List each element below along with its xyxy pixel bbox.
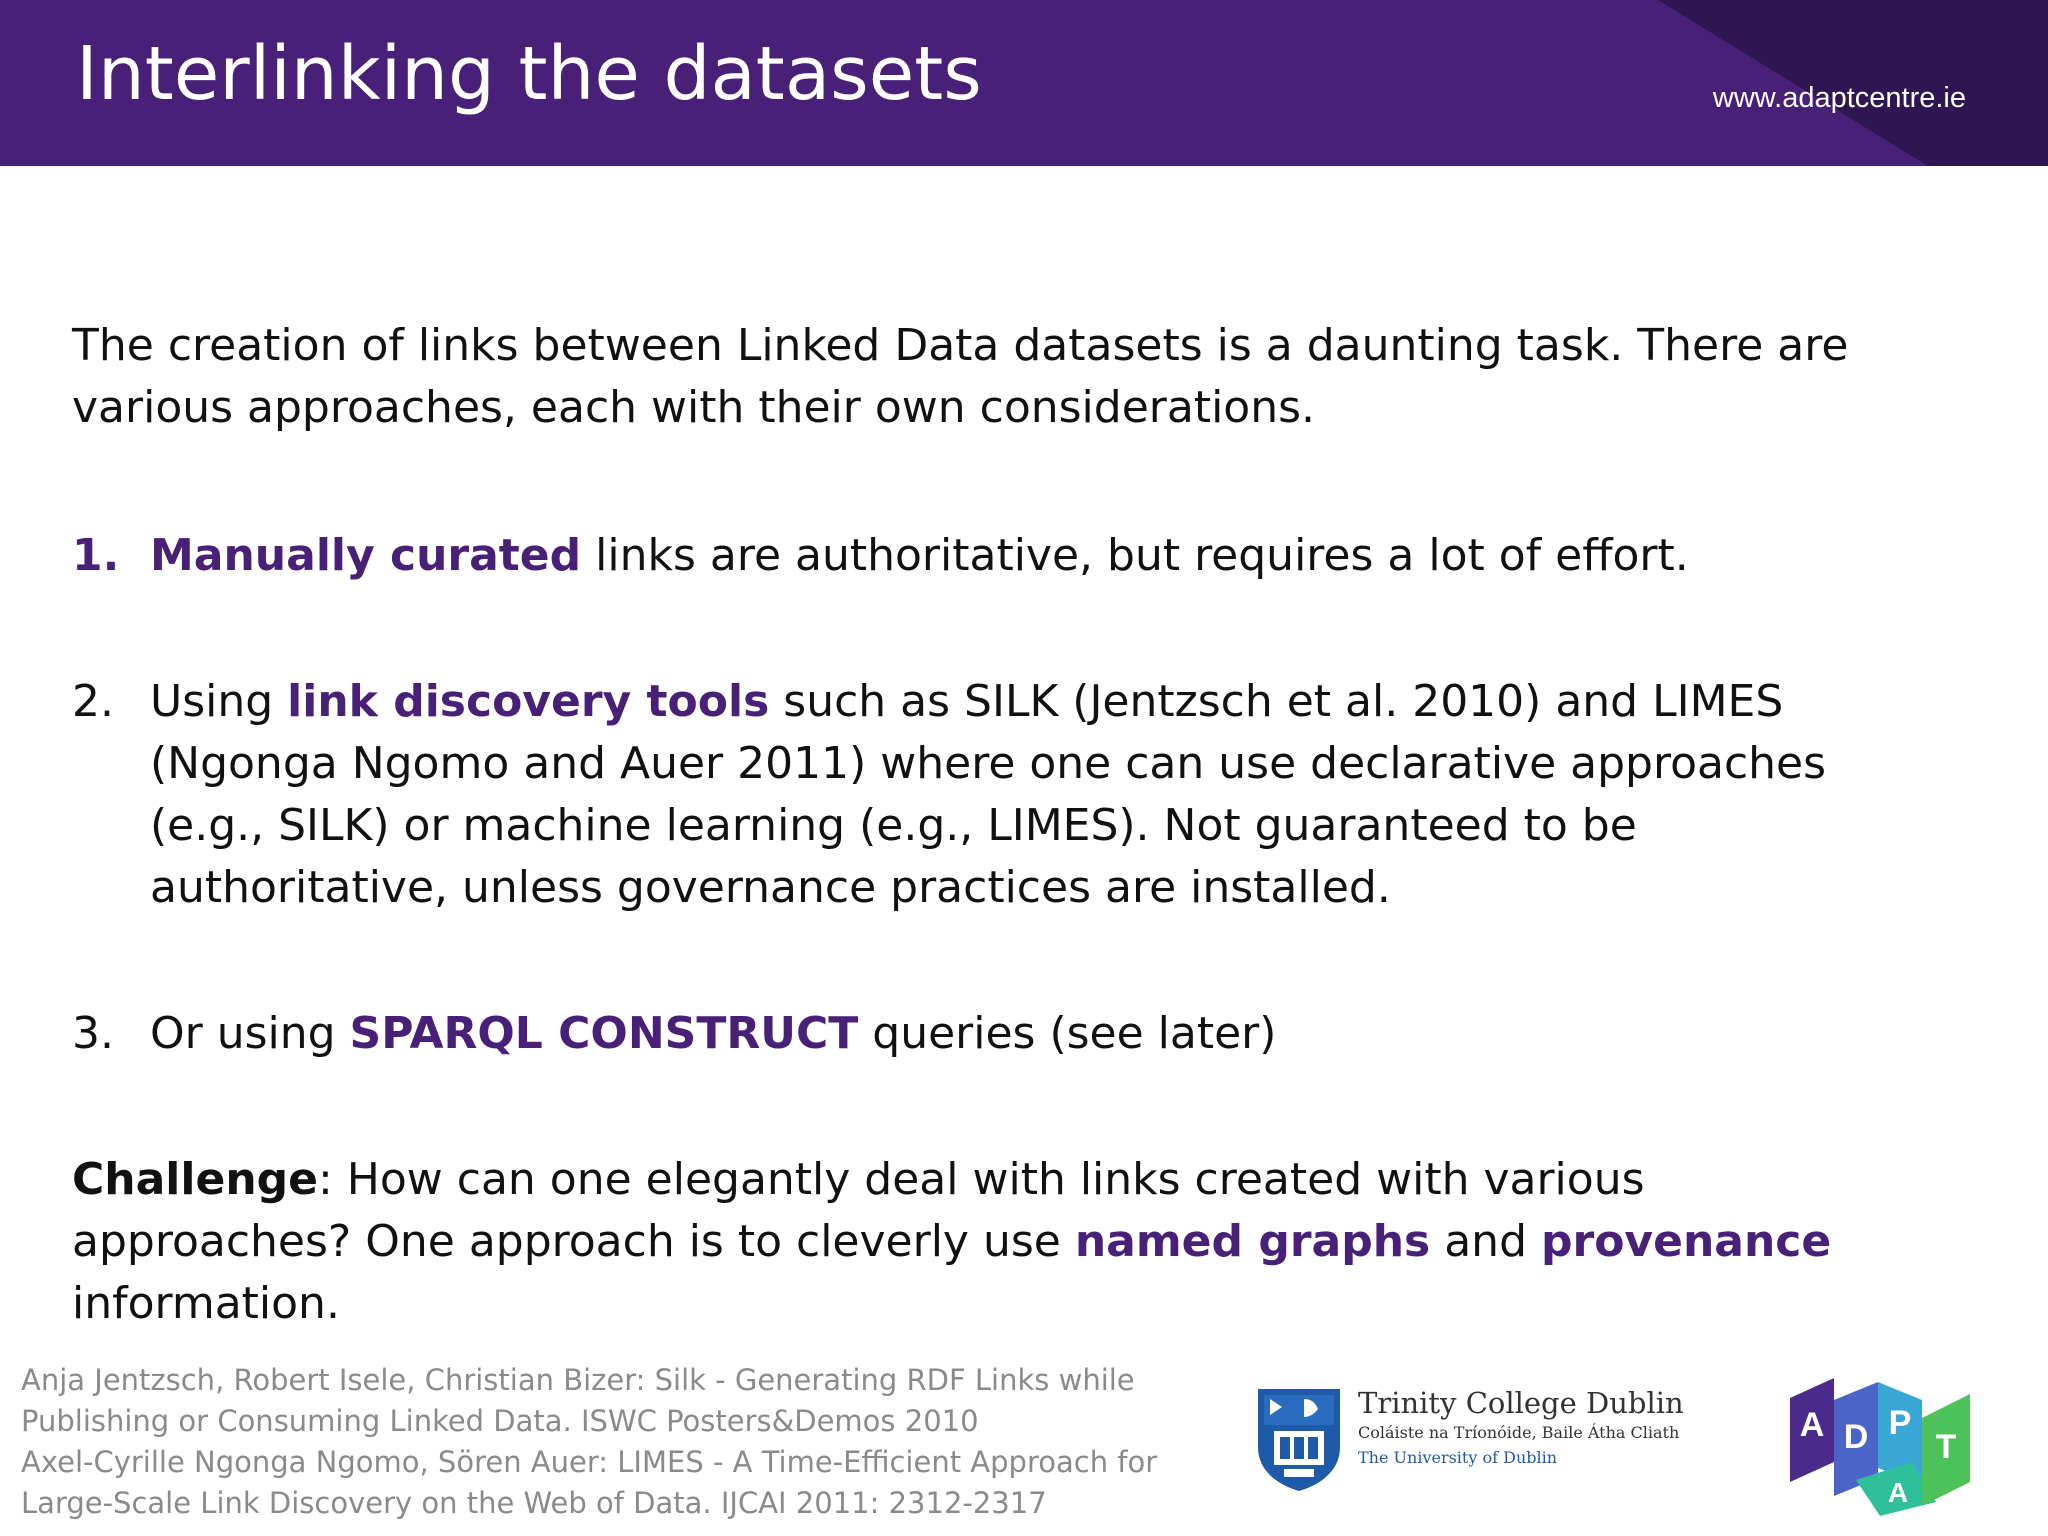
reference-line: Anja Jentzsch, Robert Isele, Christian Bizer: Silk - Generating RDF Links while bbox=[21, 1363, 1135, 1397]
intro-paragraph: The creation of links between Linked Data datasets is a daunting task. There are various approaches, each with their own considerations. bbox=[72, 320, 1849, 433]
adapt-logo bbox=[1786, 1370, 2016, 1520]
highlight-provenance: provenance bbox=[1541, 1216, 1832, 1267]
list-item-sparql bbox=[72, 1003, 1932, 1065]
reference-line: Large-Scale Link Discovery on the Web of Data. IJCAI 2011: 2312-2317 bbox=[21, 1486, 1047, 1520]
tcd-irish-name: Coláiste na Tríonóide, Baile Átha Cliath bbox=[1358, 1423, 1680, 1442]
list-number: 3. bbox=[72, 1008, 114, 1059]
tcd-text bbox=[1358, 1385, 1684, 1471]
references bbox=[21, 1360, 1181, 1524]
highlight-link-discovery-tools: link discovery tools bbox=[287, 676, 770, 727]
list-item-text: such as SILK (Jentzsch et al. 2010) and LIMES (Ngonga Ngomo and Auer 2011) where one can use declarative approaches (e.g., SILK) or machine learning (e.g., LIMES). Not guaranteed to be authoritative, unless governance practices are installed. bbox=[150, 676, 1827, 913]
adapt-letter-t: T bbox=[1935, 1428, 1957, 1466]
list-item-text: links are authoritative, but requires a lot of effort. bbox=[581, 530, 1689, 581]
slide-header bbox=[0, 0, 2048, 166]
adapt-letter-a: A bbox=[1799, 1406, 1825, 1444]
challenge-text: : How can one elegantly deal with links created with various approaches? One approach is to cleverly use bbox=[72, 1154, 1645, 1267]
highlight-sparql-construct: SPARQL CONSTRUCT bbox=[349, 1008, 859, 1059]
adapt-letter-d: D bbox=[1843, 1418, 1869, 1456]
adapt-letter-a2: A bbox=[1887, 1477, 1909, 1508]
slide-title: Interlinking the datasets bbox=[76, 31, 982, 117]
list-item-link-discovery bbox=[72, 671, 1932, 919]
adapt-letter-p: P bbox=[1888, 1404, 1912, 1442]
list-item-prefix: Using bbox=[150, 676, 288, 727]
challenge-label: Challenge bbox=[72, 1154, 318, 1205]
highlight-manually-curated: Manually curated bbox=[150, 530, 582, 581]
list-item-prefix: Or using bbox=[150, 1008, 350, 1059]
list-item-text: queries (see later) bbox=[858, 1008, 1277, 1059]
challenge-text: and bbox=[1430, 1216, 1541, 1267]
list-number: 1. bbox=[72, 530, 120, 581]
slide-body bbox=[72, 315, 1932, 1335]
list-number: 2. bbox=[72, 676, 114, 727]
tcd-crest-icon bbox=[1254, 1385, 1344, 1493]
challenge-paragraph bbox=[72, 1149, 1932, 1335]
list-item-manual bbox=[72, 525, 1932, 587]
approach-list bbox=[72, 525, 1932, 1065]
reference-line: Axel-Cyrille Ngonga Ngomo, Sören Auer: LIMES - A Time-Efficient Approach for bbox=[21, 1445, 1158, 1479]
tcd-name: Trinity College Dublin bbox=[1358, 1386, 1684, 1420]
tcd-logo bbox=[1254, 1385, 1684, 1495]
site-url: www.adaptcentre.ie bbox=[1712, 82, 1966, 114]
reference-line: Publishing or Consuming Linked Data. ISWC Posters&Demos 2010 bbox=[21, 1404, 979, 1438]
tcd-subtitle: The University of Dublin bbox=[1358, 1448, 1558, 1467]
challenge-text: information. bbox=[72, 1278, 340, 1329]
highlight-named-graphs: named graphs bbox=[1074, 1216, 1431, 1267]
